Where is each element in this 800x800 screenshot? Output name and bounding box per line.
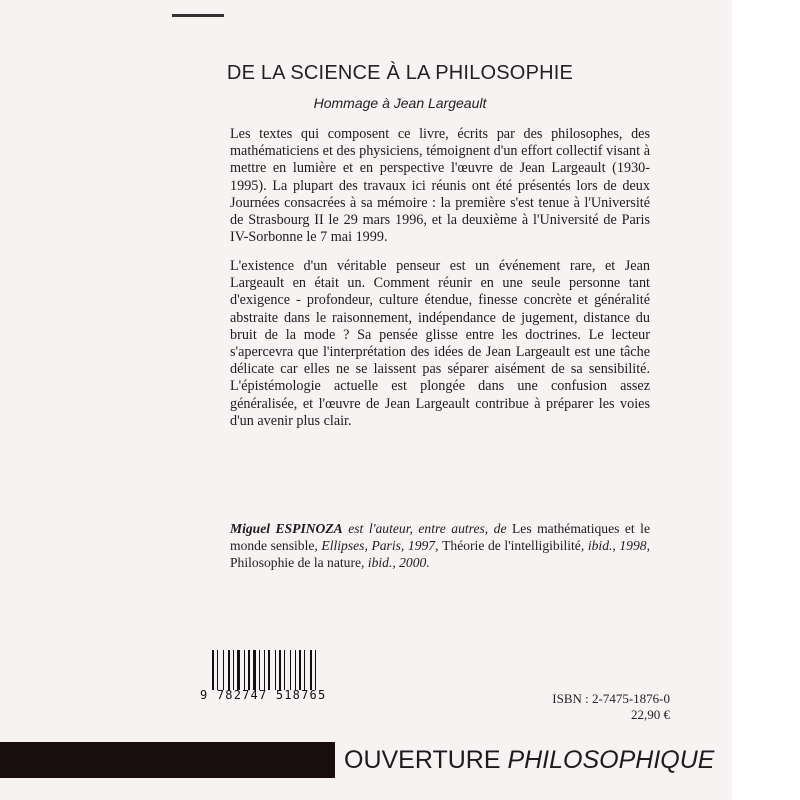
book-ref-2: Théorie de l'intelligibilité — [442, 538, 581, 553]
barcode-bar — [231, 650, 232, 690]
barcode-bar — [223, 650, 224, 690]
isbn-block — [440, 691, 670, 723]
barcode-bar — [295, 650, 296, 690]
pub-ref-2: , ibid., 1998, — [580, 538, 650, 553]
barcode-bar — [313, 650, 314, 690]
barcode-bar — [290, 650, 291, 690]
barcode-bar — [271, 650, 274, 690]
barcode-bar — [310, 650, 312, 690]
pub-ref-1: , Ellipses, Paris, 1997, — [314, 538, 443, 553]
barcode-bar — [315, 650, 316, 690]
barcode-bar — [257, 650, 258, 690]
description-paragraph-1: Les textes qui composent ce livre, écrits par des philosophes, des mathématiciens et des physiciens, témoignent d'un effort collectif visant à mettre en lumière et en perspective l'œuvre de Jean Largeault (1930-1995). La plupart des travaux ici réunis ont été présentés lors de deux Journées consacrées à sa mémoire : la première s'est tenue à l'Université de Strasbourg II le 29 mars 1996, et la deuxième à l'Université de Paris IV-Sorbonne le 7 mai 1999. — [230, 126, 650, 246]
barcode-bar — [237, 650, 240, 690]
book-subtitle: Hommage à Jean Largeault — [313, 95, 487, 111]
barcode-bar — [248, 650, 250, 690]
book-title: DE LA SCIENCE À LA PHILOSOPHIE — [226, 62, 574, 84]
author-intro: est l'auteur, entre autres, de — [342, 521, 512, 536]
barcode — [200, 650, 350, 702]
price: 22,90 € — [631, 707, 670, 722]
barcode-bar — [253, 650, 256, 690]
barcode-bar — [279, 650, 281, 690]
barcode-number: 9 782747 518765 — [200, 688, 327, 702]
barcode-bar — [233, 650, 234, 690]
barcode-bar — [215, 650, 216, 690]
page-margin — [732, 0, 800, 800]
pub-ref-3: , ibid., 2000. — [361, 555, 430, 570]
top-rule — [172, 14, 224, 17]
isbn: ISBN : 2-7475-1876-0 — [552, 691, 670, 706]
author-name: Miguel ESPINOZA — [230, 521, 343, 536]
book-ref-3: Philosophie de la nature — [230, 555, 361, 570]
barcode-bar — [266, 650, 267, 690]
series-band — [0, 742, 335, 778]
author-note — [230, 520, 650, 571]
barcode-bar — [302, 650, 303, 690]
barcode-bar — [244, 650, 245, 690]
barcode-bar — [275, 650, 276, 690]
barcode-bar — [306, 650, 309, 690]
book-ref-1: Les mathématiques et le monde sensible — [230, 521, 650, 553]
barcode-bar — [251, 650, 252, 690]
barcode-bar — [317, 650, 319, 690]
barcode-bar — [268, 650, 270, 690]
barcode-bar — [282, 650, 283, 690]
barcode-bar — [284, 650, 285, 690]
description-paragraph-2: L'existence d'un véritable penseur est un événement rare, et Jean Largeault en était un. Comment réunir en une seule personne tant d'exigence - profondeur, culture étendue, finesse concrète et généralité abstraite dans le raisonnement, indépendance de jugement, distance du bruit de la mode ? Sa pensée glisse entre les doctrines. Le lecteur s'apercevra que l'interprétation des idées de Jean Largeault est une tâche délicate car elles ne se laissent pas séparer aisément de sa sensibilité. L'épistémologie actuelle est plongée dans une confusion assez généralisée, et l'œuvre de Jean Largeault contribue à préparer les voies d'un avenir plus clair. — [230, 258, 650, 429]
barcode-bar — [228, 650, 230, 690]
barcode-bar — [292, 650, 294, 690]
barcode-bar — [219, 650, 222, 690]
series-name — [344, 742, 714, 778]
barcode-bar — [261, 650, 263, 690]
barcode-bar — [259, 650, 260, 690]
series-name-part2: PHILOSOPHIQUE — [507, 746, 715, 774]
series-name-part1: OUVERTURE — [344, 746, 508, 774]
barcode-bar — [246, 650, 247, 690]
barcode-bar — [235, 650, 236, 690]
barcode-bar — [241, 650, 243, 690]
barcode-bar — [297, 650, 298, 690]
barcode-bar — [304, 650, 305, 690]
barcode-bar — [225, 650, 227, 690]
barcode-bar — [286, 650, 289, 690]
barcode-bar — [217, 650, 218, 690]
barcode-bar — [264, 650, 265, 690]
barcode-bar — [299, 650, 301, 690]
barcode-bar — [277, 650, 278, 690]
barcode-bars — [212, 650, 346, 690]
barcode-bar — [212, 650, 214, 690]
